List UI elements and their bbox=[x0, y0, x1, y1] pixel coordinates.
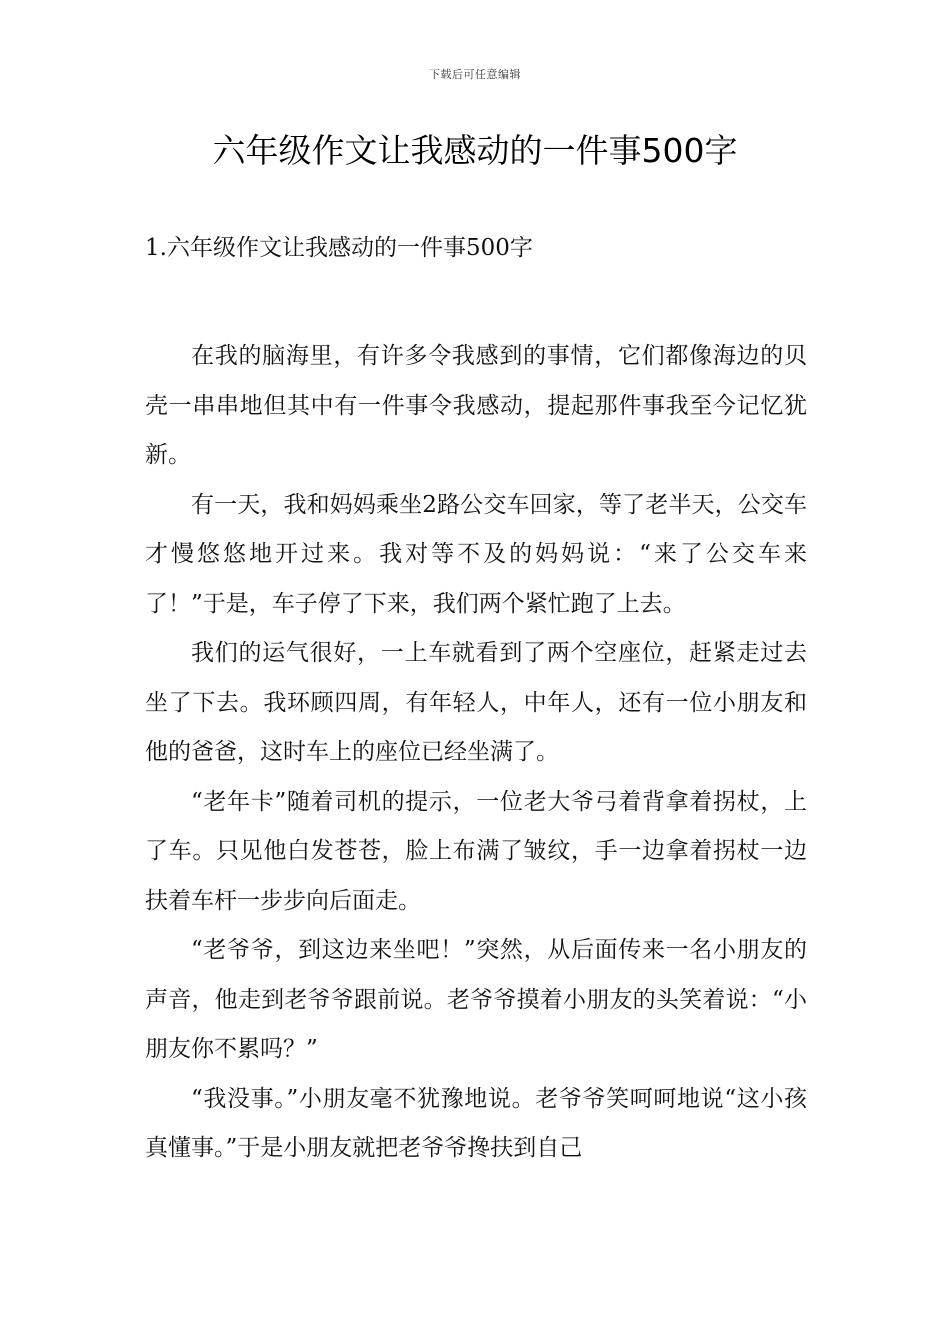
header-note: 下载后可任意编辑 bbox=[429, 68, 521, 81]
document-subheading: 1.六年级作文让我感动的一件事500字 bbox=[145, 235, 533, 261]
paragraph-4: “老年卡”随着司机的提示，一位老大爷弓着背拿着拐杖，上了车。只见他白发苍苍，脸上布满了皱纹，手一边拿着拐杖一边扶着车杆一步步向后面走。 bbox=[145, 788, 807, 914]
paragraph-6: “我没事。”小朋友毫不犹豫地说。老爷爷笑呵呵地说“这小孩真懂事。”于是小朋友就把老爷爷搀扶到自己 bbox=[145, 1085, 807, 1161]
paragraph-5: “老爷爷，到这边来坐吧！”突然，从后面传来一名小朋友的声音，他走到老爷爷跟前说。老爷爷摸着小朋友的头笑着说：“小朋友你不累吗？” bbox=[145, 937, 807, 1062]
document-body bbox=[145, 332, 807, 1174]
paragraph-2: 有一天，我和妈妈乘坐2路公交车回家，等了老半天，公交车才慢悠悠地开过来。我对等不及的妈妈说：“来了公交车来了！”于是，车子停了下来，我们两个紧忙跑了上去。 bbox=[145, 491, 807, 617]
paragraph-1: 在我的脑海里，有许多令我感到的事情，它们都像海边的贝壳一串串地但其中有一件事令我感动，提起那件事我至今记忆犹新。 bbox=[145, 343, 807, 468]
paragraph-3: 我们的运气很好，一上车就看到了两个空座位，赶紧走过去坐了下去。我环顾四周，有年轻人，中年人，还有一位小朋友和他的爸爸，这时车上的座位已经坐满了。 bbox=[145, 640, 807, 765]
document-title: 六年级作文让我感动的一件事500字 bbox=[212, 131, 738, 170]
